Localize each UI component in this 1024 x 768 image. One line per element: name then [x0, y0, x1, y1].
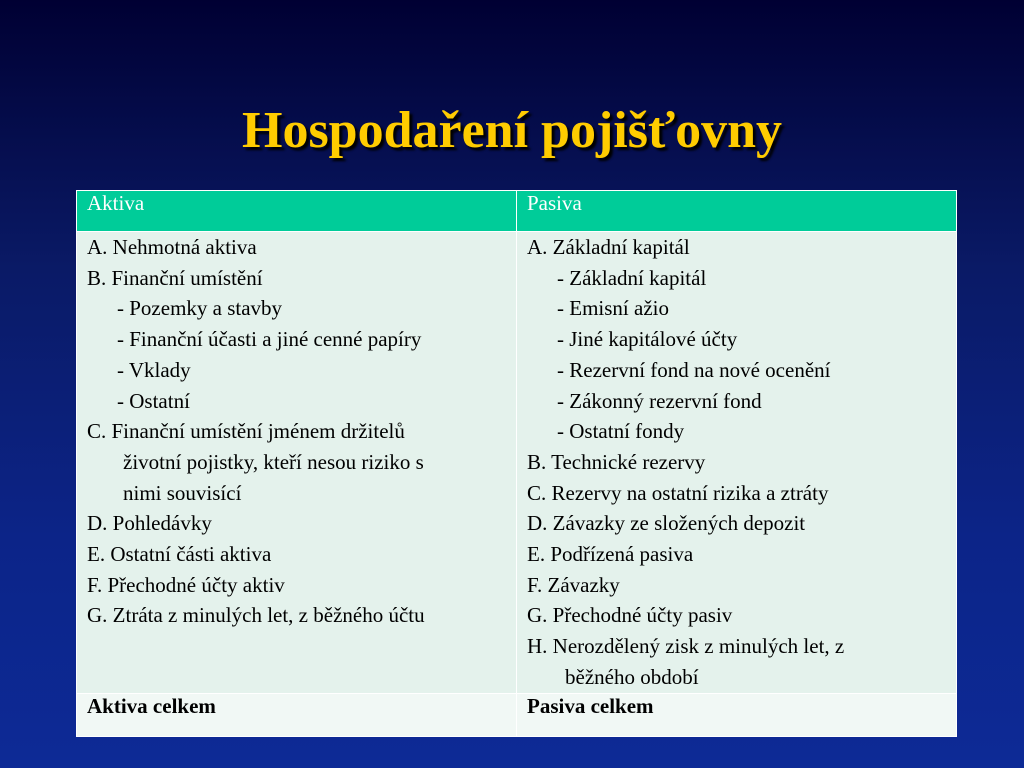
total-aktiva: Aktiva celkem — [77, 693, 517, 736]
pasiva-item: H. Nerozdělený zisk z minulých let, z — [527, 634, 845, 659]
pasiva-item: F. Závazky — [527, 572, 620, 597]
pasiva-item: A. Základní kapitál — [527, 235, 690, 259]
slide-title: Hospodaření pojišťovny — [242, 102, 782, 159]
pasiva-subitem: - Ostatní fondy — [557, 419, 685, 444]
table-body-row — [77, 232, 957, 694]
pasiva-item: B. Technické rezervy — [527, 449, 706, 474]
pasiva-subitem: - Jiné kapitálové účty — [557, 327, 738, 352]
header-aktiva: Aktiva — [77, 191, 517, 232]
aktiva-item-continuation: nimi souvisící — [123, 480, 242, 505]
aktiva-subitem: - Finanční účasti a jiné cenné papíry — [117, 327, 422, 352]
pasiva-item: C. Rezervy na ostatní rizika a ztráty — [527, 480, 829, 505]
aktiva-subitem: - Vklady — [117, 357, 191, 382]
aktiva-item: F. Přechodné účty aktiv — [87, 572, 285, 597]
pasiva-item: G. Přechodné účty pasiv — [527, 603, 733, 628]
aktiva-item: E. Ostatní části aktiva — [87, 542, 272, 567]
pasiva-subitem: - Rezervní fond na nové ocenění — [557, 357, 831, 382]
pasiva-item: E. Podřízená pasiva — [527, 542, 694, 567]
pasiva-subitem: - Emisní ažio — [557, 296, 669, 321]
aktiva-item: B. Finanční umístění — [87, 265, 263, 290]
table-total-row — [77, 693, 957, 736]
aktiva-cell — [77, 232, 517, 694]
pasiva-item: D. Závazky ze složených depozit — [527, 511, 806, 536]
aktiva-subitem: - Pozemky a stavby — [117, 296, 283, 321]
aktiva-item: A. Nehmotná aktiva — [87, 235, 257, 259]
table-header-row — [77, 191, 957, 232]
aktiva-item: G. Ztráta z minulých let, z běžného účtu — [87, 603, 425, 628]
aktiva-subitem: - Ostatní — [117, 388, 190, 413]
aktiva-item: D. Pohledávky — [87, 511, 212, 536]
pasiva-item-continuation: běžného období — [565, 664, 699, 689]
aktiva-item: C. Finanční umístění jménem držitelů — [87, 419, 405, 444]
balance-sheet-table — [76, 190, 957, 737]
pasiva-cell — [517, 232, 957, 694]
pasiva-subitem: - Zákonný rezervní fond — [557, 388, 762, 413]
pasiva-subitem: - Základní kapitál — [557, 265, 707, 290]
aktiva-item-continuation: životní pojistky, kteří nesou riziko s — [123, 449, 424, 474]
total-pasiva: Pasiva celkem — [517, 693, 957, 736]
header-pasiva: Pasiva — [517, 191, 957, 232]
